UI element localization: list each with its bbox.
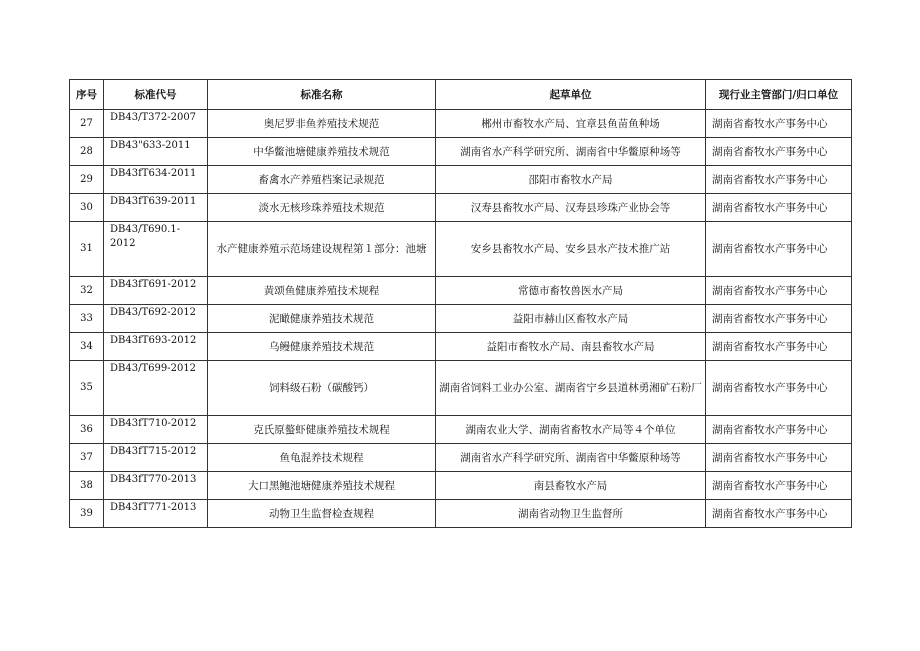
row-serial-number: 38 bbox=[70, 472, 104, 500]
header-row bbox=[70, 80, 852, 110]
row-standard-code: DB43"633-2011 bbox=[104, 138, 208, 166]
table-row bbox=[70, 416, 852, 444]
row-standard-name: 克氏原螯虾健康养殖技术规程 bbox=[208, 416, 436, 444]
row-department: 湖南省畜牧水产事务中心 bbox=[706, 500, 852, 528]
row-serial-number: 34 bbox=[70, 333, 104, 361]
table-row bbox=[70, 361, 852, 416]
row-serial-number: 33 bbox=[70, 305, 104, 333]
row-serial-number: 31 bbox=[70, 222, 104, 277]
row-department: 湖南省畜牧水产事务中心 bbox=[706, 472, 852, 500]
row-serial-number: 39 bbox=[70, 500, 104, 528]
row-standard-code: DB43/T372-2007 bbox=[104, 110, 208, 138]
table-row bbox=[70, 166, 852, 194]
row-department: 湖南省畜牧水产事务中心 bbox=[706, 333, 852, 361]
row-serial-number: 36 bbox=[70, 416, 104, 444]
row-serial-number: 28 bbox=[70, 138, 104, 166]
row-serial-number: 32 bbox=[70, 277, 104, 305]
row-standard-code: DB43fT710-2012 bbox=[104, 416, 208, 444]
row-standard-name: 鱼龟混养技术规程 bbox=[208, 444, 436, 472]
row-standard-code: DB43/T692-2012 bbox=[104, 305, 208, 333]
header-department: 现行业主管部门/归口单位 bbox=[706, 80, 852, 110]
table-row bbox=[70, 333, 852, 361]
row-department: 湖南省畜牧水产事务中心 bbox=[706, 361, 852, 416]
row-standard-name: 水产健康养殖示范场建设规程第１部分：池塘 bbox=[208, 222, 436, 277]
table-row bbox=[70, 110, 852, 138]
header-standard-code: 标准代号 bbox=[104, 80, 208, 110]
row-department: 湖南省畜牧水产事务中心 bbox=[706, 166, 852, 194]
header-drafting-unit: 起草单位 bbox=[436, 80, 706, 110]
row-drafting-unit: 益阳市赫山区畜牧水产局 bbox=[436, 305, 706, 333]
row-standard-code: DB43fT691-2012 bbox=[104, 277, 208, 305]
table-row bbox=[70, 222, 852, 277]
row-serial-number: 29 bbox=[70, 166, 104, 194]
row-serial-number: 37 bbox=[70, 444, 104, 472]
row-department: 湖南省畜牧水产事务中心 bbox=[706, 416, 852, 444]
row-standard-code: DB43/T699-2012 bbox=[104, 361, 208, 416]
row-drafting-unit: 常德市畜牧兽医水产局 bbox=[436, 277, 706, 305]
table-row bbox=[70, 138, 852, 166]
header-serial-number: 序号 bbox=[70, 80, 104, 110]
row-serial-number: 35 bbox=[70, 361, 104, 416]
header-standard-name: 标准名称 bbox=[208, 80, 436, 110]
row-standard-name: 饲料级石粉（碳酸钙） bbox=[208, 361, 436, 416]
row-serial-number: 30 bbox=[70, 194, 104, 222]
row-standard-name: 奥尼罗非鱼养殖技术规范 bbox=[208, 110, 436, 138]
row-standard-name: 中华鳖池塘健康养殖技术规范 bbox=[208, 138, 436, 166]
table-row bbox=[70, 444, 852, 472]
row-department: 湖南省畜牧水产事务中心 bbox=[706, 305, 852, 333]
row-standard-name: 畜禽水产养殖档案记录规范 bbox=[208, 166, 436, 194]
row-drafting-unit: 湖南省饲料工业办公室、湖南省宁乡县道林勇湘矿石粉厂 bbox=[436, 361, 706, 416]
row-drafting-unit: 湖南省动物卫生监督所 bbox=[436, 500, 706, 528]
row-department: 湖南省畜牧水产事务中心 bbox=[706, 194, 852, 222]
row-drafting-unit: 郴州市畜牧水产局、宜章县鱼苗鱼种场 bbox=[436, 110, 706, 138]
row-drafting-unit: 邵阳市畜牧水产局 bbox=[436, 166, 706, 194]
row-drafting-unit: 南县畜牧水产局 bbox=[436, 472, 706, 500]
row-drafting-unit: 湖南省水产科学研究所、湖南省中华鳖原种场等 bbox=[436, 138, 706, 166]
row-drafting-unit: 益阳市畜牧水产局、南县畜牧水产局 bbox=[436, 333, 706, 361]
row-standard-name: 淡水无核珍珠养殖技术规范 bbox=[208, 194, 436, 222]
row-drafting-unit: 湖南省水产科学研究所、湖南省中华鳖原种场等 bbox=[436, 444, 706, 472]
row-standard-name: 动物卫生监督检查规程 bbox=[208, 500, 436, 528]
row-standard-code: DB43fT715-2012 bbox=[104, 444, 208, 472]
row-standard-name: 黄颂鱼健康养殖技术规程 bbox=[208, 277, 436, 305]
table-row bbox=[70, 194, 852, 222]
row-standard-name: 泥瞰健康养殖技术规范 bbox=[208, 305, 436, 333]
row-department: 湖南省畜牧水产事务中心 bbox=[706, 277, 852, 305]
row-standard-code: DB43fT771-2013 bbox=[104, 500, 208, 528]
row-standard-name: 大口黑鲍池塘健康养殖技术规程 bbox=[208, 472, 436, 500]
row-department: 湖南省畜牧水产事务中心 bbox=[706, 138, 852, 166]
row-serial-number: 27 bbox=[70, 110, 104, 138]
table-row bbox=[70, 305, 852, 333]
table-row bbox=[70, 277, 852, 305]
row-standard-code: DB43/T690.1-2012 bbox=[104, 222, 208, 277]
row-drafting-unit: 汉寿县畜牧水产局、汉寿县珍珠产业协会等 bbox=[436, 194, 706, 222]
row-standard-name: 乌鳗健康养殖技术规范 bbox=[208, 333, 436, 361]
row-department: 湖南省畜牧水产事务中心 bbox=[706, 222, 852, 277]
row-department: 湖南省畜牧水产事务中心 bbox=[706, 110, 852, 138]
row-standard-code: DB43fT634-2011 bbox=[104, 166, 208, 194]
table-row bbox=[70, 472, 852, 500]
row-drafting-unit: 湖南农业大学、湖南省畜牧水产局等４个单位 bbox=[436, 416, 706, 444]
row-drafting-unit: 安乡县畜牧水产局、安乡县水产技术推广站 bbox=[436, 222, 706, 277]
row-standard-code: DB43fT639-2011 bbox=[104, 194, 208, 222]
table-row bbox=[70, 500, 852, 528]
standards-table bbox=[69, 79, 852, 528]
row-department: 湖南省畜牧水产事务中心 bbox=[706, 444, 852, 472]
row-standard-code: DB43fT693-2012 bbox=[104, 333, 208, 361]
row-standard-code: DB43fT770-2013 bbox=[104, 472, 208, 500]
